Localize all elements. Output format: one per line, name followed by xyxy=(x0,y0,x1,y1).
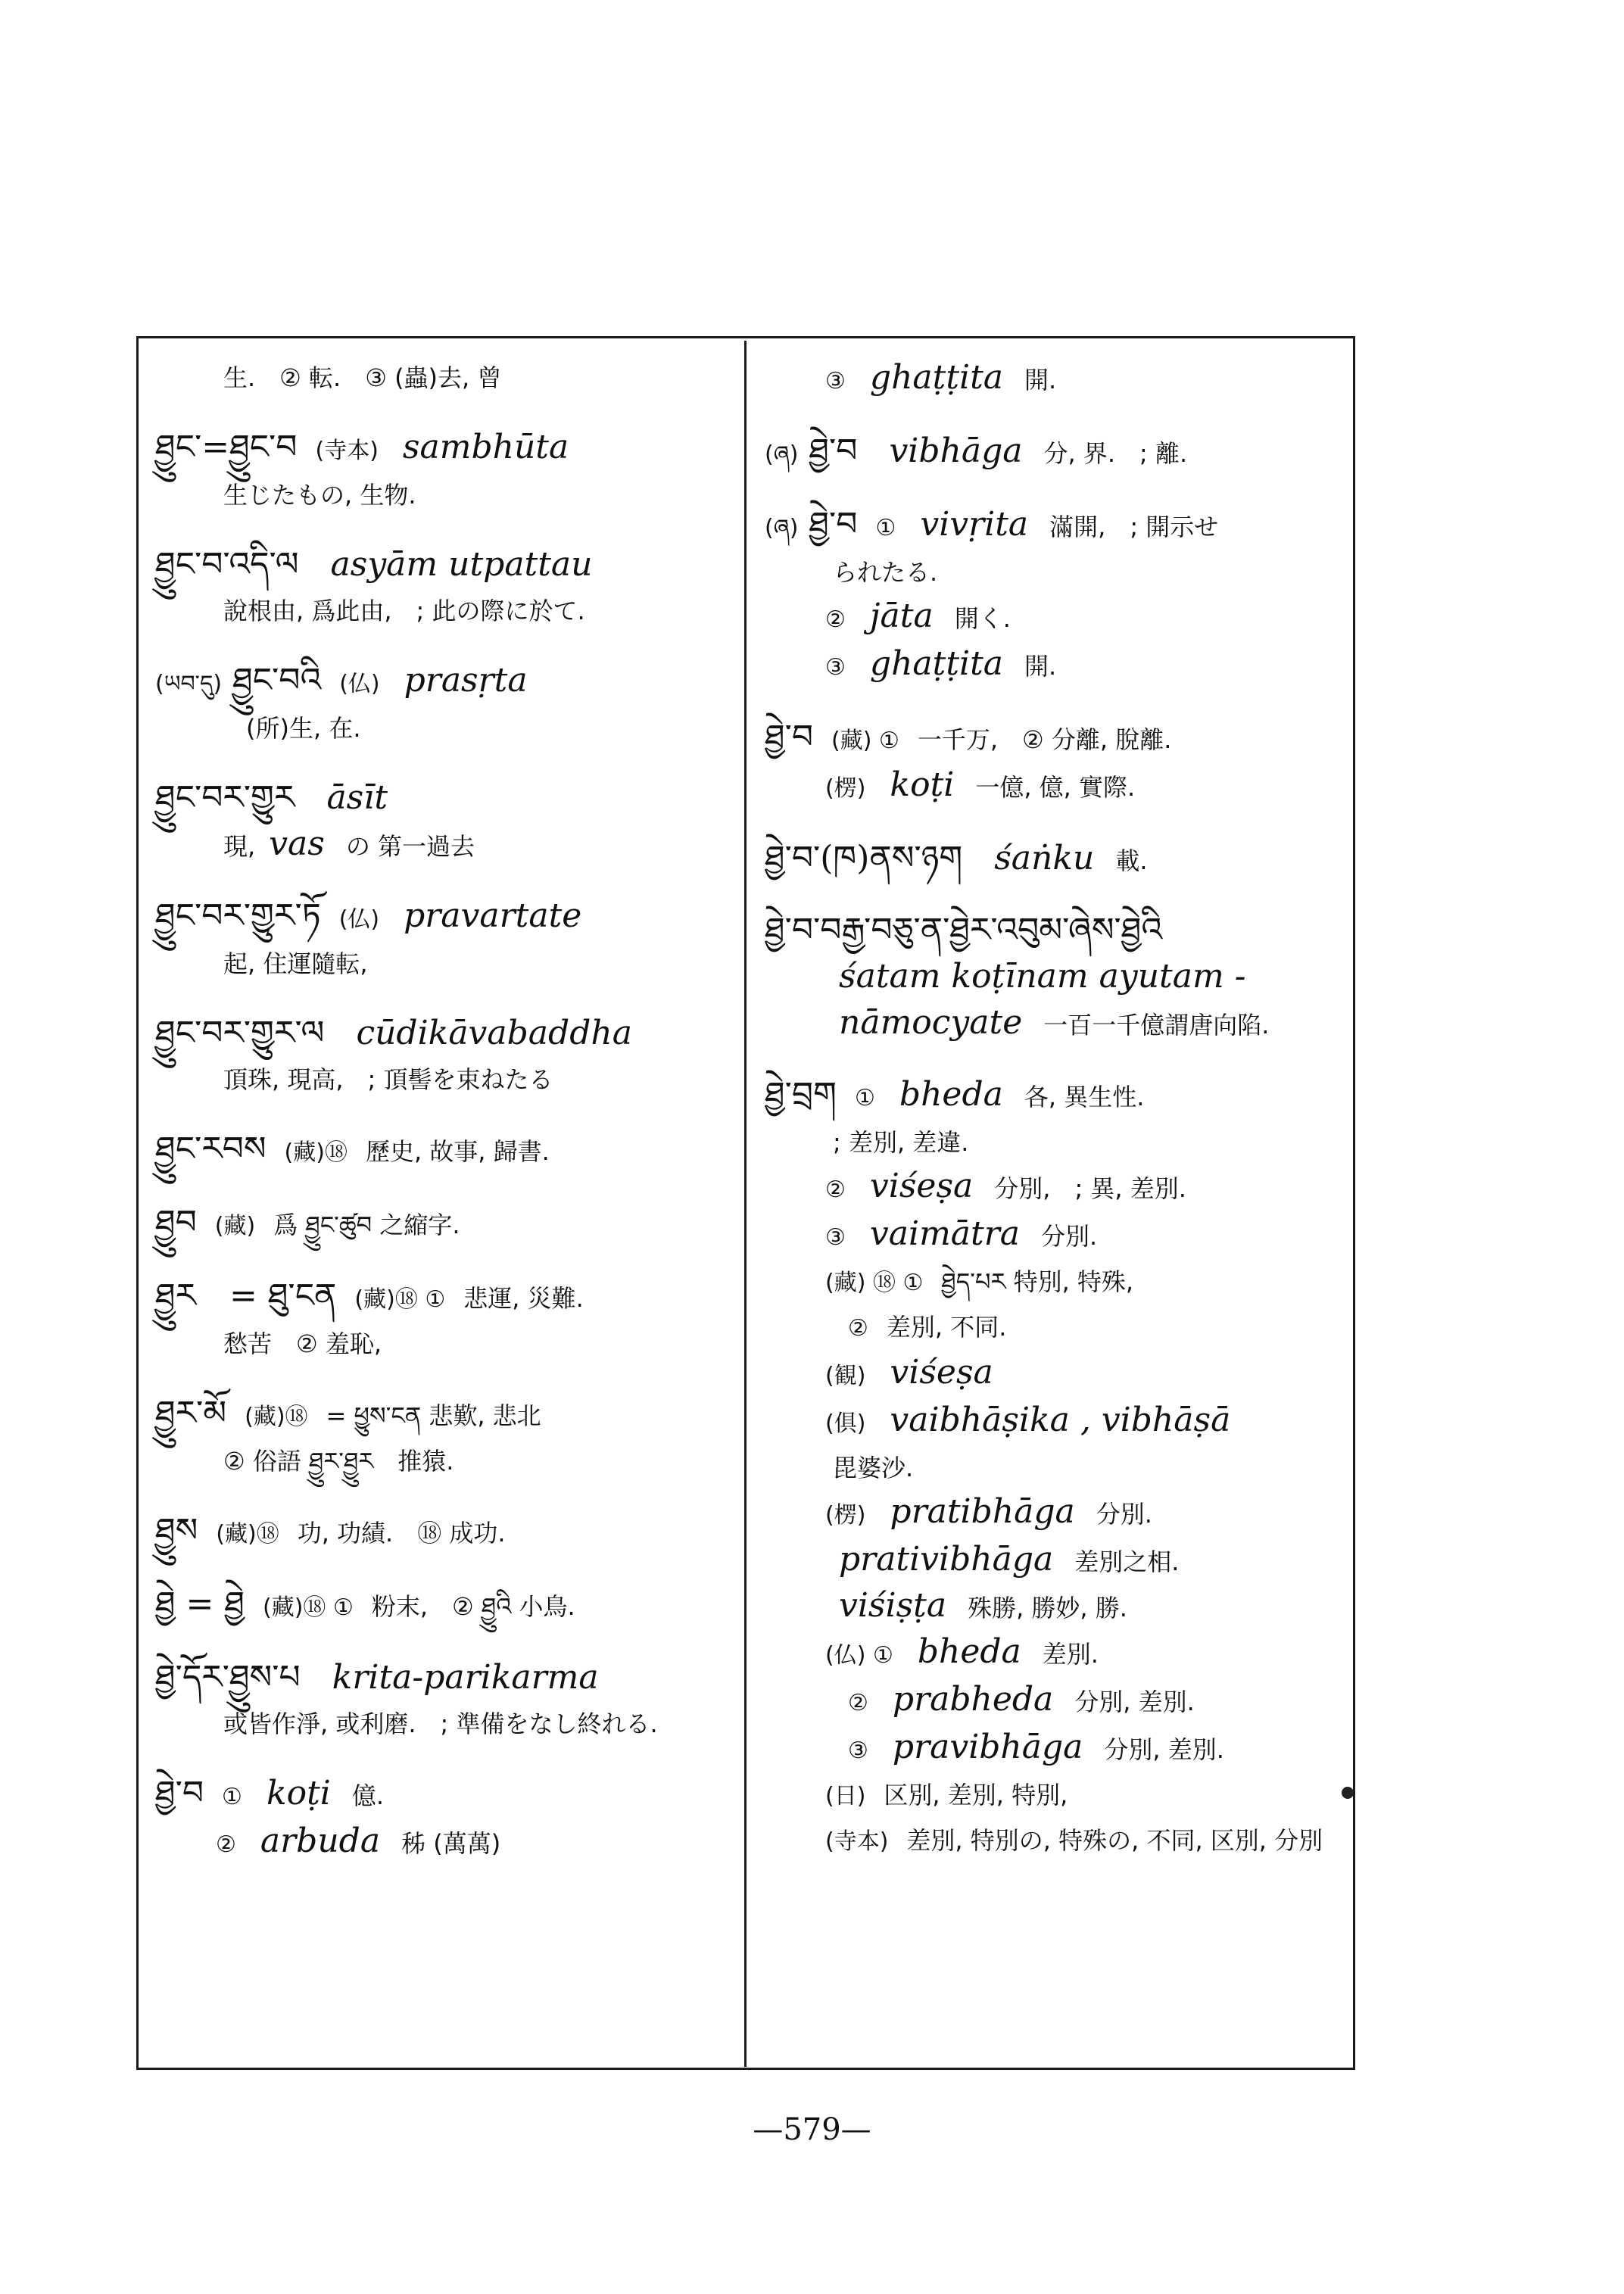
gloss-text: られたる. xyxy=(833,558,938,587)
entry-line xyxy=(155,1582,731,1630)
sanskrit-term: pravartate xyxy=(404,896,582,935)
gloss-text: ཐྱེད་པར 特別, 特殊, xyxy=(941,1267,1134,1296)
right-column xyxy=(765,356,1340,1890)
dictionary-entry xyxy=(765,503,1340,690)
entry-line xyxy=(155,1011,731,1058)
tibetan-term: ཐྱུང་བར་གྱུར་ཏོ xyxy=(155,896,321,935)
gloss-text: 生じたもの, 生物. xyxy=(223,481,416,510)
gloss-text: 区別, 差別, 特別, xyxy=(884,1781,1068,1809)
sanskrit-term: cūdikāvabaddha xyxy=(356,1014,632,1052)
source-marker: (藏)⑱ xyxy=(284,1139,348,1166)
gloss-text: 歷史, 故事, 歸書. xyxy=(365,1137,550,1166)
tibetan-term: ཐྱེ་བ xyxy=(809,505,858,544)
gloss-text: 一千万, ② 分離, 脫離. xyxy=(917,725,1172,754)
dictionary-entry xyxy=(155,894,731,986)
gloss-text: 愁苦 ② 羞恥, xyxy=(223,1329,382,1358)
dictionary-entry xyxy=(765,356,1340,404)
entry-line xyxy=(765,715,1340,763)
sanskrit-term: sambhūta xyxy=(402,428,569,466)
entry-line xyxy=(155,589,731,633)
gloss-text: 分別, 差別. xyxy=(1074,1688,1195,1716)
entry-line xyxy=(155,706,731,750)
entry-line xyxy=(155,1702,731,1746)
gloss-text: 爲 ཐྱུང་ཚུབ 之縮字. xyxy=(273,1211,460,1239)
entry-line xyxy=(765,1121,1340,1164)
dictionary-entry xyxy=(155,776,731,868)
entry-line xyxy=(765,1490,1340,1538)
tibetan-term: ཐྱུས xyxy=(155,1511,198,1550)
source-marker: (仏) ① xyxy=(825,1642,893,1669)
gloss-text: 分, 界. ; 離. xyxy=(1043,439,1188,468)
sanskrit-term: pravibhāga xyxy=(892,1728,1083,1766)
entry-line xyxy=(765,1538,1340,1584)
left-column xyxy=(155,356,731,1893)
sanskrit-term: vivṛita xyxy=(920,505,1029,544)
entry-line xyxy=(765,550,1340,594)
dictionary-entry xyxy=(155,1011,731,1102)
source-marker: ② xyxy=(216,1831,236,1858)
gloss-text: 功, 功績. ⑱ 成功. xyxy=(297,1519,506,1548)
gloss-text: ② 俗語 ཐྱུར་ཐྱུར 推猿. xyxy=(223,1447,454,1476)
entry-line xyxy=(155,776,731,822)
sanskrit-term: ghaṭṭita xyxy=(869,358,1003,397)
entry-line xyxy=(765,1630,1340,1678)
gloss-text: 分別, ; 異, 差別. xyxy=(994,1174,1186,1203)
source-marker: (藏)⑱ xyxy=(245,1404,308,1430)
entry-line xyxy=(155,1322,731,1366)
dictionary-entry xyxy=(765,837,1340,883)
sanskrit-term: viśiṣṭa xyxy=(839,1586,947,1625)
sanskrit-term: koṭi xyxy=(890,765,955,804)
tibetan-term: ཐྱུང་བའི xyxy=(232,661,322,700)
entry-line xyxy=(765,763,1340,811)
dictionary-entry xyxy=(155,659,731,750)
dictionary-entry xyxy=(155,1582,731,1630)
entry-line xyxy=(155,425,731,473)
source-marker: (藏)⑱ ① xyxy=(354,1286,446,1313)
source-marker: ③ xyxy=(848,1738,868,1764)
entry-line xyxy=(155,1439,731,1483)
entry-line xyxy=(155,1656,731,1702)
entry-line xyxy=(765,955,1340,1001)
dictionary-entry xyxy=(155,1772,731,1867)
dictionary-entry xyxy=(765,909,1340,1047)
gloss-text: の 第一過去 xyxy=(345,832,475,861)
tibetan-term: ཐྱུང་བར་གྱུར་ལ xyxy=(155,1014,325,1052)
source-marker: (藏) ⑱ ① xyxy=(825,1270,924,1296)
binding-mark xyxy=(1342,1787,1354,1799)
source-marker: ① xyxy=(875,515,896,541)
tibetan-term: ཐྱེ་དོར་ཐྱུས་པ xyxy=(155,1658,301,1697)
source-marker: (日) xyxy=(825,1783,866,1809)
gloss-text: 秭 (萬萬) xyxy=(401,1829,501,1858)
page-number: —579— xyxy=(753,2112,871,2147)
dictionary-entry xyxy=(155,356,731,400)
gloss-text: 毘婆沙. xyxy=(833,1454,914,1482)
dictionary-entry xyxy=(155,543,731,633)
tibetan-term: ཐྱུང་བར་གྱུར xyxy=(155,778,295,817)
gloss-text: 現, xyxy=(223,832,256,861)
entry-line xyxy=(765,1351,1340,1398)
gloss-text: 說根由, 爲此由, ; 此の際に於て. xyxy=(223,597,585,625)
sanskrit-term: krita-parikarma xyxy=(332,1658,599,1697)
sanskrit-term: śaṅku xyxy=(994,839,1095,877)
entry-line xyxy=(155,1058,731,1102)
tibetan-term: ཐྱེ = ཐྱེ xyxy=(155,1585,245,1623)
sanskrit-term: asyām utpattau xyxy=(330,545,593,584)
tibetan-term: ཐྱུར = ཐུ་ངན xyxy=(155,1276,337,1315)
entry-line xyxy=(765,1773,1340,1819)
gloss-text: 開く. xyxy=(954,604,1011,633)
entry-line xyxy=(155,1772,731,1819)
entry-line xyxy=(155,356,731,400)
gloss-text: 差別, 不同. xyxy=(886,1313,1007,1342)
gloss-text: 生. ② 転. ③ (蟲)去, 曾 xyxy=(223,363,502,392)
source-marker: (ཞ) xyxy=(765,515,799,541)
entry-line xyxy=(765,1584,1340,1630)
dictionary-entry xyxy=(155,1201,731,1248)
source-marker: ① xyxy=(222,1784,242,1810)
dictionary-entry xyxy=(765,1073,1340,1864)
tibetan-term: ཐྱེ་བ་(ཁ)ནས་ཉག xyxy=(765,839,963,877)
entry-line xyxy=(155,822,731,868)
tibetan-term: ཐྱུར་མོ xyxy=(155,1394,227,1432)
entry-line xyxy=(155,1127,731,1175)
tibetan-term: ཐྱེ་བ xyxy=(765,718,814,756)
gloss-text: 分別. xyxy=(1096,1500,1152,1529)
sanskrit-term: bheda xyxy=(917,1632,1021,1671)
entry-line xyxy=(765,909,1340,955)
gloss-text: 分別. xyxy=(1040,1222,1098,1251)
source-marker: (寺本) xyxy=(315,438,379,464)
gloss-text: 頂珠, 現高, ; 頂髻を束ねたる xyxy=(223,1065,553,1094)
gloss-text: 億. xyxy=(351,1781,385,1810)
entry-line xyxy=(765,1212,1340,1260)
entry-line xyxy=(155,1819,731,1867)
source-marker: ② xyxy=(825,1177,846,1203)
source-marker: (ཡབ་དུ) xyxy=(155,671,223,697)
column-divider xyxy=(744,341,747,2067)
source-marker: (藏)⑱ ① xyxy=(263,1594,354,1621)
source-marker: ③ xyxy=(825,654,846,681)
entry-line xyxy=(155,1201,731,1248)
dictionary-entry xyxy=(765,429,1340,477)
tibetan-term: ཐྱེ་བ xyxy=(155,1774,204,1812)
tibetan-term: ཐྱེ་བ xyxy=(809,432,858,470)
entry-line xyxy=(155,659,731,706)
gloss-text: ; 差別, 差違. xyxy=(833,1128,969,1157)
source-marker: ② xyxy=(848,1315,868,1342)
sanskrit-term: pratibhāga xyxy=(890,1492,1075,1531)
dictionary-entry xyxy=(155,1509,731,1557)
entry-line xyxy=(765,429,1340,477)
sanskrit-term: jāta xyxy=(869,597,934,635)
sanskrit-term: viśeṣa xyxy=(890,1353,993,1392)
tibetan-term: ཐྱུང་རབས xyxy=(155,1130,267,1168)
entry-line xyxy=(765,1164,1340,1212)
sanskrit-term: vaibhāṣika , vibhāṣā xyxy=(890,1401,1231,1439)
sanskrit-term: vas xyxy=(269,824,325,863)
sanskrit-term: prabheda xyxy=(892,1680,1054,1719)
sanskrit-term: āsīt xyxy=(326,778,388,817)
entry-line xyxy=(765,594,1340,642)
gloss-text: 一億, 億, 實際. xyxy=(975,773,1136,802)
entry-line xyxy=(765,642,1340,690)
entry-line xyxy=(155,1274,731,1322)
gloss-text: = ཕྱུས་ངན 悲歎, 悲北 xyxy=(326,1401,541,1430)
entry-line xyxy=(765,1446,1340,1490)
sanskrit-term: arbuda xyxy=(260,1822,381,1860)
entry-line xyxy=(155,1509,731,1557)
source-marker: ③ xyxy=(825,368,846,394)
entry-line xyxy=(155,894,731,942)
source-marker: (寺本) xyxy=(825,1828,889,1855)
gloss-text: 粉末, ② ཐྱུའི 小鳥. xyxy=(371,1592,575,1621)
source-marker: ① xyxy=(855,1085,875,1111)
entry-line xyxy=(765,1678,1340,1725)
entry-line xyxy=(765,503,1340,550)
source-marker: (仏) xyxy=(338,906,380,933)
tibetan-term: ཐྱུང་=ཐྱུང་བ xyxy=(155,428,298,466)
tibetan-term: ཐྱེ་བྲག xyxy=(765,1075,837,1114)
gloss-text: 開. xyxy=(1024,652,1057,681)
source-marker: (楞) xyxy=(825,1502,866,1529)
source-marker: (楞) xyxy=(825,775,866,802)
sanskrit-term: bheda xyxy=(899,1075,1003,1114)
entry-line xyxy=(155,473,731,517)
gloss-text: 或皆作淨, 或利磨. ; 準備をなし終れる. xyxy=(223,1710,658,1738)
dictionary-entry xyxy=(155,425,731,517)
gloss-text: 一百一千億謂唐向陷. xyxy=(1043,1011,1270,1039)
gloss-text: 載. xyxy=(1115,846,1148,875)
sanskrit-term: viśeṣa xyxy=(869,1167,974,1205)
source-marker: (仏) xyxy=(339,671,380,697)
source-marker: (俱) xyxy=(825,1410,866,1437)
tibetan-term: ཐྱེ་བ་བརྒྱ་བཅུ་ན་ཐྱེར་འབུམ་ཞེས་ཐྱེའི xyxy=(765,911,1163,949)
source-marker: ② xyxy=(848,1690,868,1716)
tibetan-term: ཐྱུབ xyxy=(155,1203,197,1242)
gloss-text: 悲運, 災難. xyxy=(463,1284,584,1313)
dictionary-entry xyxy=(155,1274,731,1366)
dictionary-entry xyxy=(765,715,1340,811)
gloss-text: 開. xyxy=(1024,366,1057,394)
sanskrit-term: vibhāga xyxy=(889,432,1023,470)
gloss-text: 殊勝, 勝妙, 勝. xyxy=(968,1594,1127,1622)
dictionary-entry xyxy=(155,1127,731,1175)
dictionary-entry xyxy=(155,1392,731,1483)
entry-line xyxy=(155,1392,731,1439)
entry-line xyxy=(765,837,1340,883)
sanskrit-term: prasṛta xyxy=(404,661,528,700)
sanskrit-term: vaimātra xyxy=(869,1214,1020,1253)
dictionary-entry xyxy=(155,1656,731,1746)
entry-line xyxy=(765,1305,1340,1351)
entry-line xyxy=(155,543,731,589)
gloss-text: 差別. xyxy=(1042,1640,1099,1669)
source-marker: (藏) xyxy=(214,1213,256,1239)
tibetan-term: ཐྱུང་བ་འདི་ལ xyxy=(155,545,299,584)
entry-line xyxy=(765,1725,1340,1773)
entry-line xyxy=(765,1398,1340,1446)
gloss-text: (所)生, 在. xyxy=(246,714,361,743)
gloss-text: 分別, 差別. xyxy=(1104,1735,1224,1764)
entry-line xyxy=(765,1819,1340,1864)
gloss-text: 差別, 特別の, 特殊の, 不同, 区別, 分別 xyxy=(906,1826,1323,1855)
sanskrit-term: śatam koṭīnam ayutam - xyxy=(839,957,1246,996)
sanskrit-term: ghaṭṭita xyxy=(869,644,1003,683)
gloss-text: 各, 異生性. xyxy=(1024,1083,1145,1111)
source-marker: (観) xyxy=(825,1363,866,1389)
sanskrit-term: koṭi xyxy=(266,1774,331,1812)
source-marker: ② xyxy=(825,606,846,633)
entry-line xyxy=(765,356,1340,404)
source-marker: (ཞ) xyxy=(765,441,799,468)
entry-line xyxy=(765,1260,1340,1305)
source-marker: (藏)⑱ xyxy=(216,1521,279,1548)
entry-line xyxy=(765,1001,1340,1047)
gloss-text: 差別之相. xyxy=(1074,1548,1180,1576)
entry-line xyxy=(765,1073,1340,1121)
sanskrit-term: nāmocyate xyxy=(839,1003,1023,1042)
sanskrit-term: prativibhāga xyxy=(839,1540,1054,1579)
source-marker: (藏) ① xyxy=(831,728,899,754)
source-marker: ③ xyxy=(825,1224,846,1251)
gloss-text: 滿開, ; 開示せ xyxy=(1049,513,1219,541)
gloss-text: 起, 住運隨転, xyxy=(223,949,368,978)
entry-line xyxy=(155,942,731,986)
